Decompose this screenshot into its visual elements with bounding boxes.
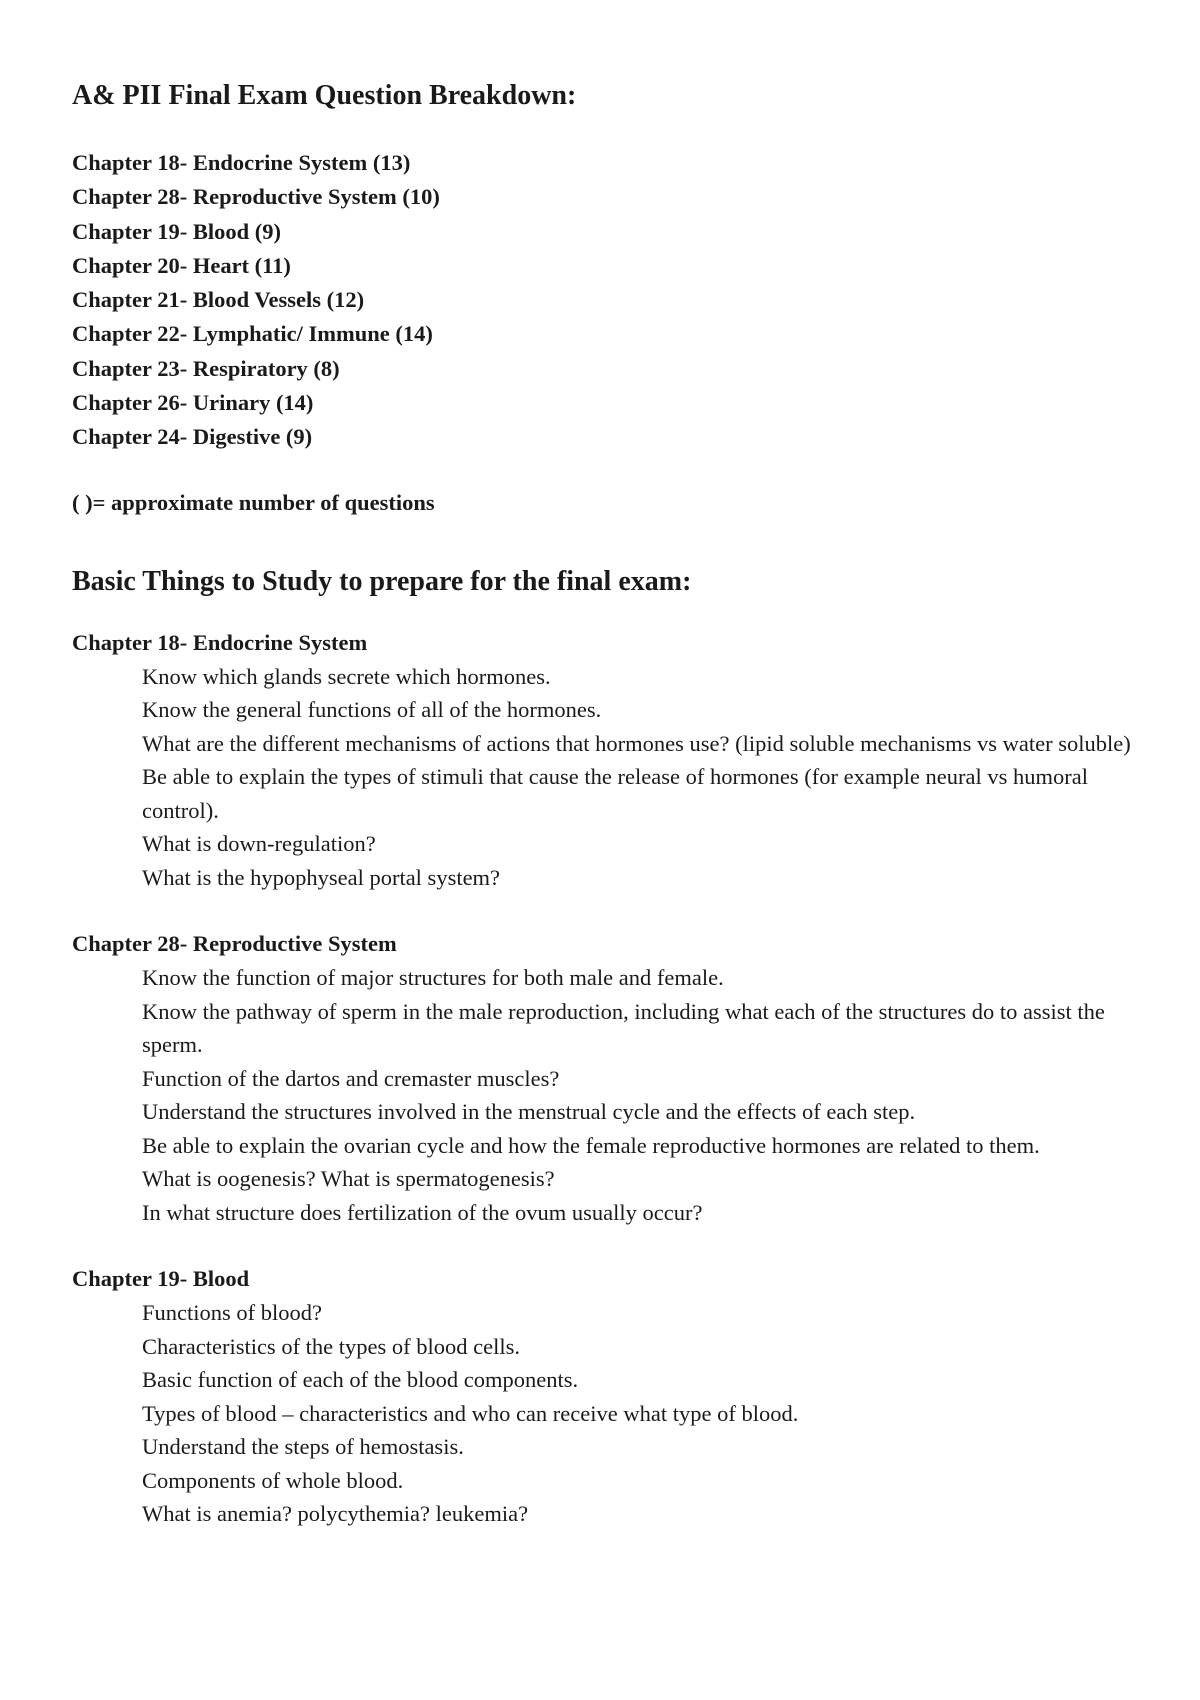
section-heading: Chapter 28- Reproductive System xyxy=(72,931,397,957)
document-page xyxy=(72,78,1132,1564)
study-item: What is oogenesis? What is spermatogenesis? xyxy=(142,1166,555,1192)
breakdown-item: Chapter 18- Endocrine System (13) xyxy=(72,150,411,175)
study-item-list xyxy=(72,660,1132,895)
section-endocrine xyxy=(72,626,1132,895)
study-item: What are the different mechanisms of actions that hormones use? (lipid soluble mechanisms vs water soluble) xyxy=(142,730,1131,756)
study-item: Know which glands secrete which hormones. xyxy=(142,663,551,689)
study-item: Know the pathway of sperm in the male reproduction, including what each of the structures do to assist the sperm. xyxy=(142,998,1105,1058)
study-item: Understand the steps of hemostasis. xyxy=(142,1434,464,1460)
breakdown-item: Chapter 24- Digestive (9) xyxy=(72,424,313,450)
section-heading: Chapter 18- Endocrine System xyxy=(72,629,368,655)
question-breakdown-list xyxy=(72,146,1132,455)
study-item: In what structure does fertilization of the ovum usually occur? xyxy=(142,1199,703,1225)
breakdown-item: Chapter 28- Reproductive System (10) xyxy=(72,184,440,210)
study-item: What is down-regulation? xyxy=(142,831,376,857)
breakdown-item: Chapter 19- Blood (9) xyxy=(72,218,281,244)
study-item: Types of blood – characteristics and who can receive what type of blood. xyxy=(142,1400,799,1426)
section-blood xyxy=(72,1262,1132,1531)
breakdown-item: Chapter 26- Urinary (14) xyxy=(72,390,314,416)
study-item: Basic function of each of the blood components. xyxy=(142,1367,579,1393)
study-item: Function of the dartos and cremaster muscles? xyxy=(142,1065,560,1091)
section-heading: Chapter 19- Blood xyxy=(72,1266,250,1292)
study-item: Be able to explain the ovarian cycle and how the female reproductive hormones are related to them. xyxy=(142,1132,1040,1158)
study-guide-title: Basic Things to Study to prepare for the final exam: xyxy=(72,565,692,597)
breakdown-item: Chapter 20- Heart (11) xyxy=(72,252,291,278)
breakdown-item: Chapter 22- Lymphatic/ Immune (14) xyxy=(72,321,433,347)
study-item-list xyxy=(72,1296,1132,1531)
study-item: What is anemia? polycythemia? leukemia? xyxy=(142,1501,529,1527)
study-item: Characteristics of the types of blood cells. xyxy=(142,1333,521,1359)
study-item: Components of whole blood. xyxy=(142,1467,404,1493)
page-title: A& PII Final Exam Question Breakdown: xyxy=(72,80,577,111)
study-item: Know the function of major structures for both male and female. xyxy=(142,965,724,991)
study-item: Know the general functions of all of the hormones. xyxy=(142,697,602,723)
question-count-note: ( )= approximate number of questions xyxy=(72,489,435,515)
study-item: What is the hypophyseal portal system? xyxy=(142,864,501,890)
study-item: Be able to explain the types of stimuli that cause the release of hormones (for example neural vs humoral control). xyxy=(142,764,1088,823)
breakdown-item: Chapter 21- Blood Vessels (12) xyxy=(72,287,365,313)
study-item-list xyxy=(72,961,1132,1229)
section-reproductive xyxy=(72,927,1132,1229)
study-item: Understand the structures involved in the menstrual cycle and the effects of each step. xyxy=(142,1099,916,1125)
breakdown-item: Chapter 23- Respiratory (8) xyxy=(72,355,340,381)
study-item: Functions of blood? xyxy=(142,1300,322,1326)
